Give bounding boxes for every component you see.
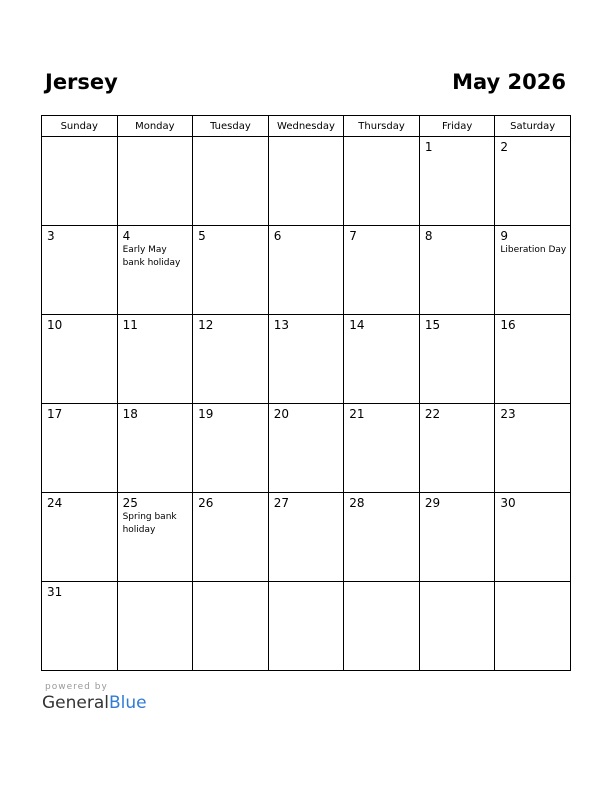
empty-day-cell <box>419 582 495 671</box>
day-cell <box>419 226 495 315</box>
day-number: 29 <box>424 496 441 510</box>
day-number: 15 <box>424 318 441 332</box>
day-number: 16 <box>500 318 516 332</box>
day-cell <box>268 315 344 404</box>
day-cell <box>495 315 571 404</box>
empty-day-cell <box>193 582 269 671</box>
day-number: 28 <box>349 496 365 510</box>
day-number: 17 <box>47 407 63 421</box>
day-number: 31 <box>47 585 63 599</box>
day-cell <box>117 226 193 315</box>
weekday-header: Tuesday <box>193 116 269 137</box>
day-number: 10 <box>47 318 63 332</box>
day-number: 21 <box>349 407 365 421</box>
day-cell <box>268 226 344 315</box>
day-cell <box>193 315 269 404</box>
day-number: 1 <box>424 140 433 154</box>
day-number: 19 <box>198 407 214 421</box>
weekday-header: Friday <box>419 116 495 137</box>
day-number: 14 <box>349 318 365 332</box>
day-number: 12 <box>198 318 214 332</box>
week-row <box>42 582 571 671</box>
day-cell <box>344 226 420 315</box>
day-cell <box>495 137 571 226</box>
holiday-label: Liberation Day <box>500 245 567 255</box>
day-number: 7 <box>349 229 357 243</box>
day-number: 23 <box>500 407 516 421</box>
empty-day-cell <box>268 582 344 671</box>
empty-day-cell <box>117 582 193 671</box>
day-cell <box>344 315 420 404</box>
day-number: 8 <box>424 229 433 243</box>
day-cell <box>117 315 193 404</box>
weekday-header: Wednesday <box>268 116 344 137</box>
day-number: 2 <box>500 140 509 154</box>
day-number: 4 <box>122 229 131 243</box>
weekday-header: Monday <box>117 116 193 137</box>
logo-blue-text: Blue <box>109 693 147 713</box>
calendar-month-title: May 2026 <box>452 70 566 94</box>
powered-by-label: powered by <box>45 682 108 692</box>
week-row <box>42 226 571 315</box>
empty-day-cell <box>117 137 193 226</box>
empty-day-cell <box>42 137 118 226</box>
day-number: 18 <box>122 407 138 421</box>
day-number: 30 <box>500 496 516 510</box>
day-number: 24 <box>47 496 63 510</box>
empty-day-cell <box>344 137 420 226</box>
week-row <box>42 404 571 493</box>
generalblue-logo <box>42 693 147 713</box>
day-number: 11 <box>122 318 138 332</box>
day-cell <box>419 315 495 404</box>
day-cell <box>42 315 118 404</box>
day-cell <box>42 404 118 493</box>
week-row <box>42 315 571 404</box>
day-cell <box>419 404 495 493</box>
day-cell <box>193 226 269 315</box>
day-cell <box>495 404 571 493</box>
day-number: 26 <box>198 496 214 510</box>
day-number: 6 <box>273 229 282 243</box>
day-cell <box>42 582 118 671</box>
weekday-header-row <box>42 116 571 137</box>
day-number: 25 <box>122 496 138 510</box>
day-cell <box>117 404 193 493</box>
day-number: 5 <box>198 229 206 243</box>
empty-day-cell <box>344 582 420 671</box>
day-number: 20 <box>273 407 289 421</box>
day-number: 27 <box>273 496 289 510</box>
day-cell <box>419 493 495 582</box>
day-cell <box>268 493 344 582</box>
day-cell <box>193 404 269 493</box>
holiday-label: Spring bank holiday <box>122 512 177 535</box>
week-row <box>42 493 571 582</box>
week-row <box>42 137 571 226</box>
day-cell <box>495 493 571 582</box>
weekday-header: Saturday <box>495 116 571 137</box>
holiday-label: Early May bank holiday <box>122 245 181 268</box>
day-cell <box>344 493 420 582</box>
day-cell <box>193 493 269 582</box>
calendar-country-title: Jersey <box>45 70 118 94</box>
weekday-header: Thursday <box>344 116 420 137</box>
empty-day-cell <box>495 582 571 671</box>
empty-day-cell <box>268 137 344 226</box>
day-number: 13 <box>273 318 289 332</box>
day-cell <box>42 226 118 315</box>
day-cell <box>495 226 571 315</box>
logo-general-text: General <box>42 693 109 713</box>
day-cell <box>419 137 495 226</box>
day-cell <box>42 493 118 582</box>
day-number: 9 <box>500 229 509 243</box>
day-number: 22 <box>424 407 441 421</box>
day-cell <box>344 404 420 493</box>
weekday-header: Sunday <box>42 116 118 137</box>
calendar-grid <box>41 115 571 671</box>
day-cell <box>117 493 193 582</box>
day-cell <box>268 404 344 493</box>
day-number: 3 <box>47 229 55 243</box>
empty-day-cell <box>193 137 269 226</box>
